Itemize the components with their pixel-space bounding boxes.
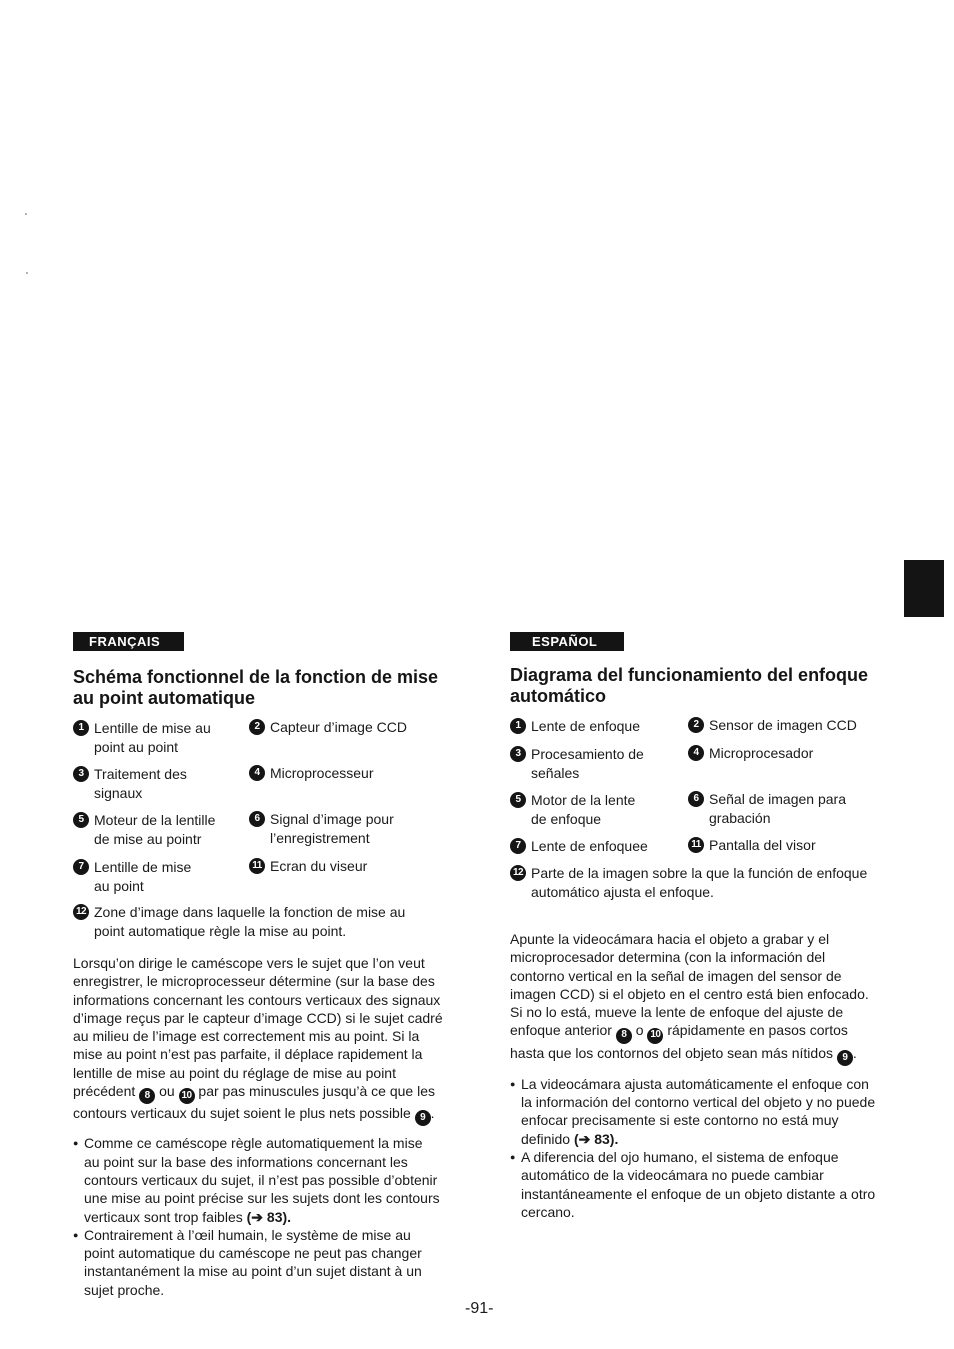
french-parts-list [73, 719, 445, 939]
part-label: Signal d’image pour l’enregistrement [270, 811, 394, 846]
spanish-column [510, 632, 890, 1221]
scan-speck [25, 213, 27, 215]
number-badge: 9 [837, 1050, 853, 1066]
number-badge: 4 [249, 765, 265, 781]
bullet-dot: ● [510, 1151, 516, 1162]
paragraph-text: ou [159, 1083, 175, 1100]
part-item [688, 836, 888, 855]
page-reference: (➔ 83). [573, 1130, 619, 1147]
number-badge: 8 [139, 1088, 155, 1104]
french-column [73, 632, 445, 1299]
number-badge: 2 [249, 719, 265, 735]
number-badge: 12 [73, 904, 89, 920]
page-reference: (➔ 83). [246, 1208, 292, 1225]
part-item [73, 811, 241, 848]
part-item [510, 791, 682, 828]
note-item [73, 1134, 441, 1225]
paragraph-text: . [852, 1044, 857, 1061]
number-badge: 7 [73, 859, 89, 875]
paragraph-text: o [635, 1022, 644, 1039]
number-badge: 10 [179, 1088, 195, 1104]
part-label: Motor de la lente de enfoque [531, 792, 636, 827]
number-badge: 4 [688, 745, 704, 761]
note-text: La videocámara ajusta automáticamente el enfoque con la información del contorno vertical del objeto y no puede enfocar precisamente si este contorno no está muy definido [521, 1075, 876, 1147]
part-item [510, 837, 682, 856]
number-badge: 5 [510, 792, 526, 808]
number-badge: 2 [688, 717, 704, 733]
note-item [73, 1226, 441, 1299]
part-label: Zone d’image dans laquelle la fonction de mise au point automatique règle la mise au point. [94, 904, 406, 939]
part-label: Lente de enfoquee [531, 838, 648, 854]
note-item [510, 1075, 880, 1148]
part-label: Procesamiento de señales [531, 746, 644, 781]
part-label: Ecran du viseur [270, 858, 368, 874]
bullet-dot: ● [73, 1229, 79, 1240]
number-badge: 8 [616, 1028, 632, 1044]
number-badge: 1 [73, 720, 89, 736]
part-label: Moteur de la lentille de mise au pointr [94, 812, 216, 847]
language-label-spanish: ESPAÑOL [510, 632, 624, 651]
number-badge: 11 [688, 837, 704, 853]
number-badge: 6 [688, 791, 704, 807]
number-badge: 3 [73, 766, 89, 782]
number-badge: 6 [249, 811, 265, 827]
number-badge: 3 [510, 746, 526, 762]
paragraph-text: Lorsqu’on dirige le caméscope vers le sujet que l’on veut enregistrer, le microprocesseur détermine (sur la base des informations concernant les contours verticaux des signaux d’image reçus par le capteur d’image CCD) si le sujet cadré au milieu de l’image est correctement mis au point. Si la mise au point n’est pas parfaite, il déplace rapidement la lentille de mise au point du réglage de mise au point précédent [73, 955, 443, 1100]
page-number: -91- [465, 1300, 494, 1317]
part-item [73, 903, 439, 940]
part-item [510, 717, 682, 736]
french-title: Schéma fonctionnel de la fonction de mise au point automatique [73, 667, 439, 708]
part-label: Sensor de imagen CCD [709, 717, 857, 733]
spanish-notes [510, 1075, 880, 1221]
part-item [510, 864, 890, 901]
part-item [249, 764, 439, 783]
part-label: Pantalla del visor [709, 837, 816, 853]
part-item [688, 744, 888, 763]
paragraph-text: Apunte la videocámara hacia el objeto a grabar y el microprocesador determina (con la información del contorno vertical en la señal de imagen del sensor de imagen CCD) si el objeto en el centro está bien enfocado. Si no lo está, mueve la lente de enfoque del ajuste de enfoque anterior [510, 931, 869, 1039]
part-label: Microprocesador [709, 745, 814, 761]
number-badge: 1 [510, 718, 526, 734]
part-label: Lente de enfoque [531, 718, 640, 734]
part-item [73, 765, 241, 802]
part-label: Traitement des signaux [94, 766, 187, 801]
part-label: Señal de imagen para grabación [709, 791, 846, 826]
french-paragraph [73, 954, 443, 1126]
note-text: A diferencia del ojo humano, el sistema de enfoque automático de la videocámara no puede cambiar instantáneamente el enfoque de un objeto distante a otro cercano. [521, 1148, 876, 1220]
number-badge: 12 [510, 865, 526, 881]
spanish-parts-list [510, 717, 890, 900]
spanish-paragraph [510, 930, 872, 1066]
part-item [73, 719, 241, 756]
french-notes [73, 1134, 441, 1299]
part-label: Microprocesseur [270, 765, 374, 781]
note-text: Comme ce caméscope règle automatiquement la mise au point sur la base des informations concernant les contours verticaux du sujet, il n’est pas possible d’obtenir une mise au point précise sur les sujets dont les contours verticaux sont trop faibles [84, 1135, 440, 1225]
part-label: Parte de la imagen sobre la que la función de enfoque automático ajusta el enfoque. [531, 865, 868, 900]
paragraph-text: rápidamente en pasos cortos hasta que los contornos del objeto sean más nítidos [510, 1022, 848, 1061]
part-item [249, 857, 439, 876]
bullet-dot: ● [510, 1078, 516, 1089]
note-item [510, 1148, 880, 1221]
part-item [688, 790, 888, 827]
part-label: Lentille de mise au point au point [94, 720, 211, 755]
paragraph-text: . [430, 1105, 435, 1122]
part-item [688, 716, 888, 735]
language-label-french: FRANÇAIS [73, 632, 184, 651]
part-item [249, 718, 439, 737]
part-label: Capteur d’image CCD [270, 719, 407, 735]
section-edge-tab [904, 560, 944, 617]
number-badge: 5 [73, 812, 89, 828]
part-label: Lentille de mise au point [94, 859, 192, 894]
number-badge: 11 [249, 858, 265, 874]
scan-speck [26, 272, 28, 274]
note-text: Contrairement à l’œil humain, le système de mise au point automatique du caméscope ne peut pas changer instantanément la mise au point d’un sujet distant à un sujet proche. [84, 1226, 422, 1298]
part-item [249, 810, 439, 847]
number-badge: 10 [647, 1028, 663, 1044]
bullet-dot: ● [73, 1138, 79, 1149]
part-item [510, 745, 682, 782]
part-item [73, 858, 241, 895]
spanish-title: Diagrama del funcionamiento del enfoque automático [510, 665, 869, 706]
paragraph-text: par pas minuscules jusqu’à ce que les contours verticaux du sujet soient le plus nets possible [73, 1083, 435, 1122]
number-badge: 9 [415, 1110, 431, 1126]
number-badge: 7 [510, 838, 526, 854]
